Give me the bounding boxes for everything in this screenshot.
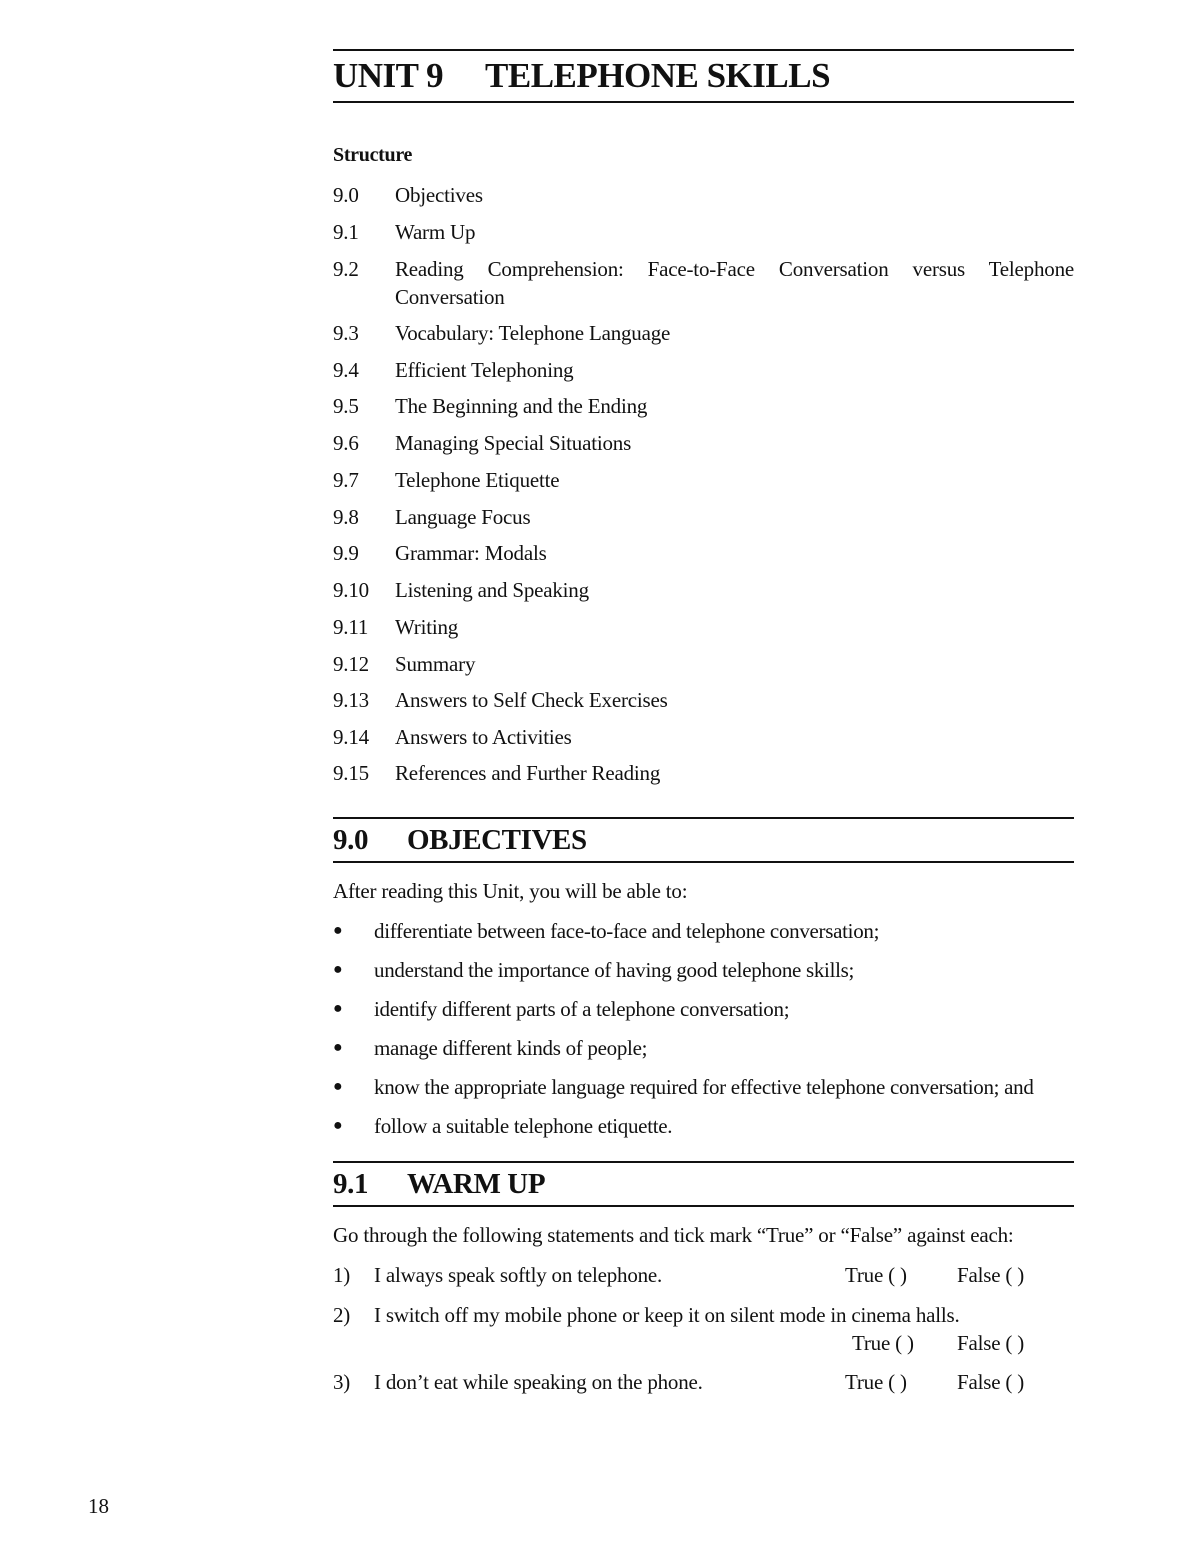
toc-number: 9.13 [333,688,369,712]
objectives-heading [333,819,1074,861]
toc-item [333,723,1074,751]
objective-text: manage different kinds of people; [374,1036,648,1060]
true-option[interactable]: True ( ) [845,1263,907,1287]
toc-label: Answers to Activities [395,725,572,749]
toc-item [333,686,1074,714]
true-option[interactable]: True ( ) [852,1331,914,1355]
bullet-icon: ● [333,1117,343,1134]
question-options [333,1329,1074,1357]
document-page [333,0,1074,1396]
toc-label: Listening and Speaking [395,578,589,602]
section-number: 9.1 [333,1168,369,1200]
page-number: 18 [88,1494,109,1518]
toc-number: 9.3 [333,321,359,345]
bullet-icon: ● [333,961,343,978]
bullet-icon: ● [333,1078,343,1095]
toc-item [333,650,1074,678]
toc-item [333,466,1074,494]
section-title: WARM UP [407,1168,546,1200]
objective-item [333,956,1074,984]
toc-label: Objectives [395,183,483,207]
bullet-icon: ● [333,1039,343,1056]
question-number: 3) [333,1370,351,1394]
objective-text: follow a suitable telephone etiquette. [374,1114,673,1138]
toc-label: Answers to Self Check Exercises [395,688,668,712]
toc-label: Reading Comprehension: Face-to-Face Conversation versus Telephone Conversation [395,257,1074,309]
toc-label: Writing [395,615,459,639]
section-number: 9.0 [333,824,369,856]
section-title: OBJECTIVES [407,824,587,856]
false-option[interactable]: False ( ) [957,1370,1025,1394]
toc-number: 9.15 [333,761,369,785]
question-item [333,1261,1074,1289]
toc-number: 9.4 [333,358,359,382]
toc-number: 9.14 [333,725,369,749]
question-item [333,1301,1074,1329]
toc-number: 9.0 [333,183,359,207]
objective-item [333,1034,1074,1062]
toc-number: 9.5 [333,394,359,418]
toc-number: 9.7 [333,468,359,492]
toc-label: Language Focus [395,505,531,529]
toc-number: 9.9 [333,541,359,565]
unit-number: UNIT 9 [333,56,444,95]
toc-item [333,613,1074,641]
unit-title [333,51,1074,101]
question-item [333,1368,1074,1396]
toc-number: 9.11 [333,615,369,639]
toc-item [333,218,1074,246]
warmup-intro: Go through the following statements and tick mark “True” or “False” against each: [333,1223,1014,1247]
question-text: I always speak softly on telephone. [374,1263,663,1287]
toc-number: 9.10 [333,578,369,602]
false-option[interactable]: False ( ) [957,1263,1025,1287]
objective-text: differentiate between face-to-face and telephone conversation; [374,919,880,943]
bullet-icon: ● [333,1000,343,1017]
toc-label: Warm Up [395,220,476,244]
warmup-questions [333,1261,1074,1396]
bullet-icon: ● [333,922,343,939]
unit-title-text: TELEPHONE SKILLS [485,56,831,95]
toc-item [333,503,1074,531]
toc-item [333,319,1074,347]
objective-text: identify different parts of a telephone conversation; [374,997,790,1021]
objective-item [333,1112,1074,1140]
toc-item [333,539,1074,567]
objectives-list [333,917,1074,1140]
question-number: 2) [333,1303,351,1327]
question-text: I don’t eat while speaking on the phone. [374,1370,703,1394]
toc-label: Efficient Telephoning [395,358,574,382]
toc-label: References and Further Reading [395,761,661,785]
structure-heading: Structure [333,144,413,166]
toc-number: 9.2 [333,257,359,281]
question-text: I switch off my mobile phone or keep it on silent mode in cinema halls. [374,1303,960,1327]
objectives-intro: After reading this Unit, you will be able to: [333,879,688,903]
toc-item [333,356,1074,384]
toc-item [333,181,1074,209]
toc-label: Grammar: Modals [395,541,547,565]
true-option[interactable]: True ( ) [845,1370,907,1394]
toc-label: Telephone Etiquette [395,468,560,492]
warmup-heading [333,1163,1074,1205]
toc-label: Summary [395,652,476,676]
objective-text: understand the importance of having good telephone skills; [374,958,855,982]
objective-item [333,917,1074,945]
objective-text: know the appropriate language required for effective telephone conversation; and [374,1075,1034,1099]
toc-item [333,759,1074,787]
false-option[interactable]: False ( ) [957,1331,1025,1355]
toc-label: Managing Special Situations [395,431,632,455]
objective-item [333,995,1074,1023]
toc-label: Vocabulary: Telephone Language [395,321,671,345]
toc-item [333,576,1074,604]
toc-number: 9.1 [333,220,359,244]
toc-item [333,429,1074,457]
question-number: 1) [333,1263,351,1287]
objective-item [333,1073,1074,1101]
toc-item [333,255,1074,311]
structure-list [333,181,1074,787]
toc-number: 9.12 [333,652,369,676]
toc-item [333,392,1074,420]
toc-number: 9.6 [333,431,359,455]
toc-label: The Beginning and the Ending [395,394,648,418]
toc-number: 9.8 [333,505,359,529]
